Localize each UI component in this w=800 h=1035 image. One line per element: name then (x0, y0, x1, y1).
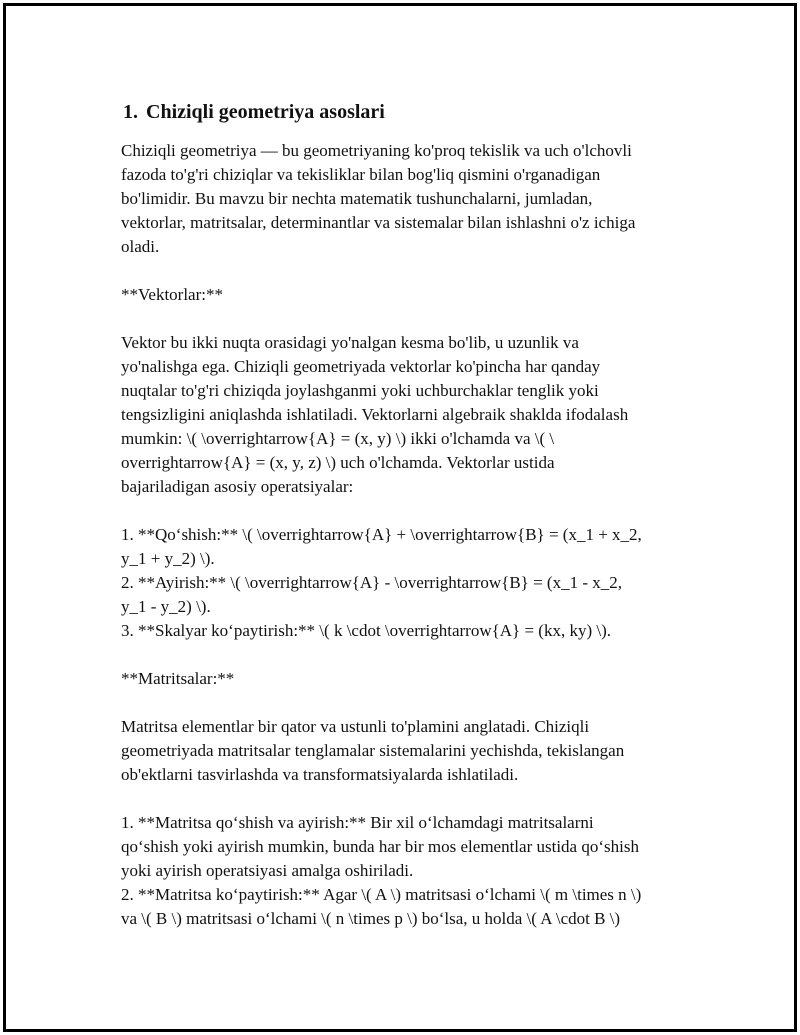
vectors-subheading (121, 283, 701, 307)
text-line: ob'ektlarni tasvirlashda va transformatsiyalarda ishlatiladi. (121, 765, 519, 784)
text-line: nuqtalar to'g'ri chiziqda joylashganmi yoki uchburchaklar tenglik yoki (121, 381, 599, 400)
text-line: fazoda to'g'ri chiziqlar va tekisliklar bilan bog'liq qismini o'rganadigan (121, 165, 601, 184)
page-frame (3, 3, 797, 1032)
document-content (121, 98, 701, 955)
section-title: Chiziqli geometriya asoslari (146, 101, 385, 123)
vectors-paragraph (121, 331, 701, 499)
text-line: Chiziqli geometriya — bu geometriyaning ko'proq tekislik va uch o'lchovli (121, 141, 632, 160)
text-line: bo'limidir. Bu mavzu bir nechta matematik tushunchalarni, jumladan, (121, 189, 593, 208)
text-line: Vektor bu ikki nuqta orasidagi yo'nalgan kesma bo'lib, u uzunlik va (121, 333, 579, 352)
list-item-line: 1. **Matritsa qo‘shish va ayirish:** Bir xil o‘lchamdagi matritsalarni (121, 813, 594, 832)
matrices-paragraph (121, 715, 701, 787)
text-line: tengsizligini aniqlashda ishlatiladi. Vektorlarni algebraik shaklda ifodalash (121, 405, 629, 424)
list-item-line: va \( B \) matritsasi o‘lchami \( n \times p \) bo‘lsa, u holda \( A \cdot B \) (121, 909, 621, 928)
list-item-line: 1. **Qo‘shish:** \( \overrightarrow{A} + \overrightarrow{B} = (x_1 + x_2, (121, 525, 642, 544)
list-item-line: y_1 - y_2) \). (121, 597, 211, 616)
list-item-line: qo‘shish yoki ayirish mumkin, bunda har bir mos elementlar ustida qo‘shish (121, 837, 639, 856)
text-line: oladi. (121, 237, 160, 256)
list-item-line: 2. **Matritsa ko‘paytirish:** Agar \( A \) matritsasi o‘lchami \( m \times n \) (121, 885, 642, 904)
section-number: 1. (123, 101, 138, 123)
list-item-line: 2. **Ayirish:** \( \overrightarrow{A} - \overrightarrow{B} = (x_1 - x_2, (121, 573, 622, 592)
text-line: mumkin: \( \overrightarrow{A} = (x, y) \) ikki o'lchamda va \( \ (121, 429, 555, 448)
matrices-subheading (121, 667, 701, 691)
text-line: geometriyada matritsalar tenglamalar sistemalarini yechishda, tekislangan (121, 741, 625, 760)
text-line: vektorlar, matritsalar, determinantlar va sistemalar bilan ishlashni o'z ichiga (121, 213, 636, 232)
matrix-operations-list (121, 811, 701, 931)
section-heading (123, 98, 701, 126)
list-item-line: 3. **Skalyar ko‘paytirish:** \( k \cdot \overrightarrow{A} = (kx, ky) \). (121, 621, 612, 640)
text-line: **Matritsalar:** (121, 669, 235, 688)
intro-paragraph (121, 139, 701, 259)
text-line: yo'nalishga ega. Chiziqli geometriyada vektorlar ko'pincha har qanday (121, 357, 601, 376)
text-line: Matritsa elementlar bir qator va ustunli to'plamini anglatadi. Chiziqli (121, 717, 590, 736)
list-item-line: y_1 + y_2) \). (121, 549, 215, 568)
list-item-line: yoki ayirish operatsiyasi amalga oshiriladi. (121, 861, 414, 880)
vector-operations-list (121, 523, 701, 643)
text-line: **Vektorlar:** (121, 285, 223, 304)
text-line: bajariladigan asosiy operatsiyalar: (121, 477, 354, 496)
text-line: overrightarrow{A} = (x, y, z) \) uch o'lchamda. Vektorlar ustida (121, 453, 555, 472)
